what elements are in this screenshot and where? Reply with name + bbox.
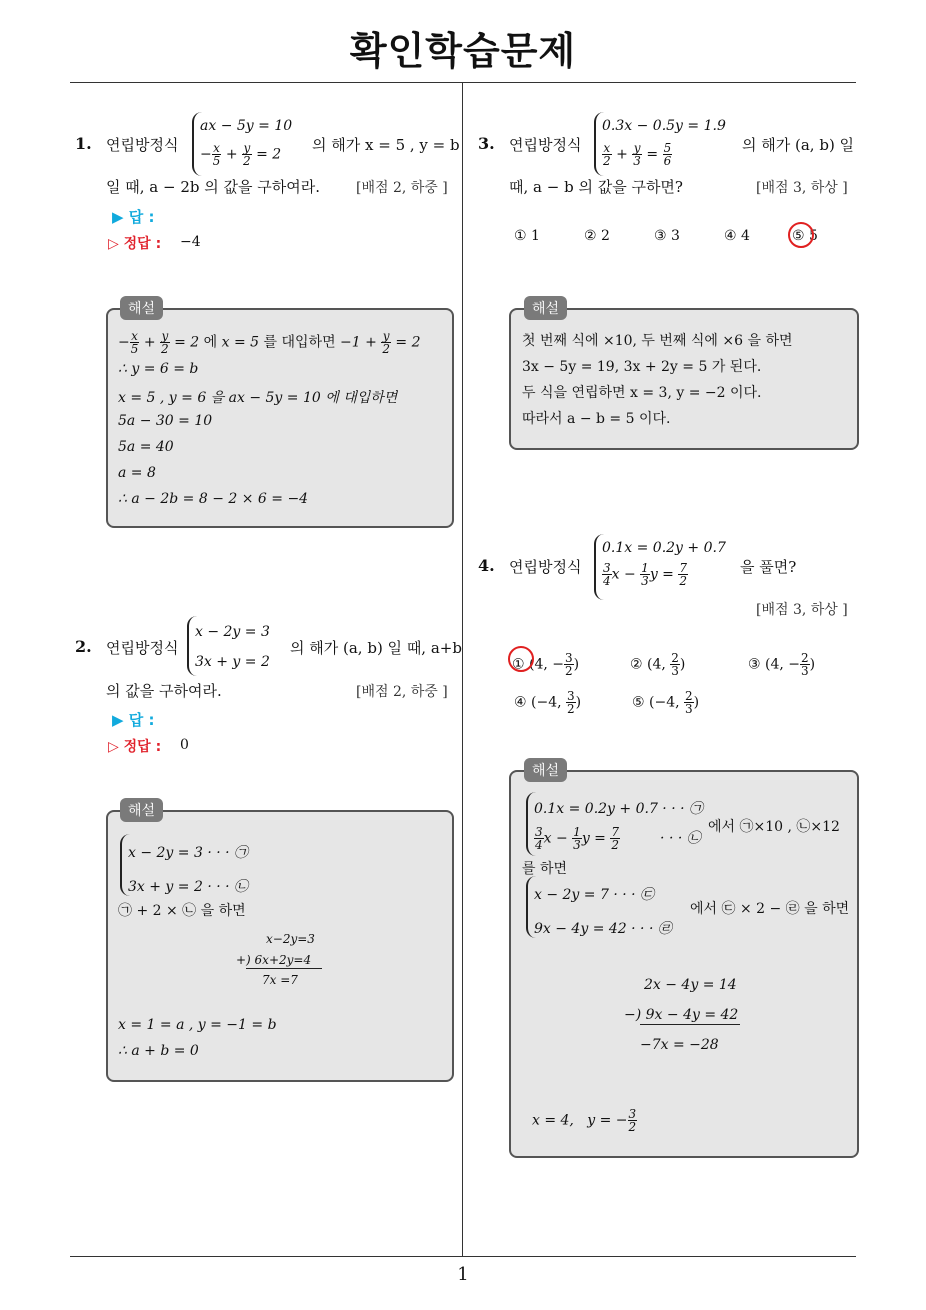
equation-system: [594, 534, 726, 600]
question-intro: 연립방정식: [106, 136, 179, 154]
score-meta: [배점 3, 하상 ]: [756, 180, 848, 196]
calc-underline: [640, 1024, 740, 1025]
question-intro: 연립방정식: [509, 558, 582, 576]
score-meta: [배점 2, 하중 ]: [356, 684, 448, 700]
solution-line: 3x − 5y = 19, 3x + 2y = 5 가 된다.: [522, 359, 762, 375]
equation-system: [594, 112, 726, 176]
choice-option[interactable]: ④ 4: [724, 228, 750, 244]
question-number: 3.: [478, 134, 495, 153]
question-number: 2.: [75, 637, 92, 656]
equation: 3x + y = 2: [195, 654, 270, 670]
question-number: 1.: [75, 134, 92, 153]
choice-option[interactable]: ② 2: [584, 228, 610, 244]
equation: 0.3x − 0.5y = 1.9: [602, 118, 726, 134]
question-condition: 의 해가 (a, b) 일 때, a+b: [290, 639, 462, 657]
choice-option[interactable]: ③ (4, − $\frac{2}{3}$ ): [748, 651, 816, 678]
solution-tag: 해설: [120, 296, 163, 320]
solution-line: x = 5 , y = 6 을 ax − 5y = 10 에 대입하면: [118, 390, 398, 406]
calc-line: 2x − 4y = 14: [644, 977, 737, 993]
equation: $\frac{3}{4}$ x − $\frac{1}{3}$ y = $\frac{7}{2}$ · · · ㉡: [535, 825, 701, 852]
solution-line: 5a − 30 = 10: [118, 413, 213, 429]
equation-system: [192, 112, 292, 176]
selected-answer-mark: [508, 646, 534, 672]
solution-note: 에서 ㉠×10 , ㉡×12: [708, 819, 840, 835]
correct-answer-value: −4: [180, 234, 201, 250]
solution-step: ㉠ + 2 × ㉡ 을 하면: [118, 903, 246, 919]
solution-line: 첫 번째 식에 ×10, 두 번째 식에 ×6 을 하면: [522, 333, 793, 349]
choice-option[interactable]: ② (4, $\frac{2}{3}$ ): [630, 651, 686, 678]
equation-system: [526, 792, 703, 856]
solution-line: ∴ a + b = 0: [118, 1043, 199, 1059]
answer-label: ▶ 답 :: [112, 711, 155, 729]
calc-line: +) 6x+2y=4: [236, 953, 312, 967]
equation: $\frac{3}{4}$ x − $\frac{1}{3}$ y = $\frac{7}{2}$: [603, 561, 687, 588]
solution-line: a = 8: [118, 465, 156, 481]
equation: 9x − 4y = 42 · · · ㉣: [534, 921, 672, 937]
score-meta: [배점 3, 하상 ]: [756, 602, 848, 618]
choice-option[interactable]: ⑤ (−4, $\frac{2}{3}$ ): [632, 689, 700, 716]
solution-line: 따라서 a − b = 5 이다.: [522, 411, 671, 427]
equation: x − 2y = 7 · · · ㉢: [534, 887, 655, 903]
correct-answer-label: ▷ 정답 :: [108, 739, 162, 755]
choice-option-selected[interactable]: ⑤ 5: [792, 228, 818, 244]
question-number: 4.: [478, 556, 495, 575]
equation: 0.1x = 0.2y + 0.7: [602, 540, 726, 556]
page-title: 확인학습문제: [349, 29, 577, 73]
correct-answer-value: 0: [180, 737, 189, 753]
solution-tag: 해설: [120, 798, 163, 822]
page-number: 1: [457, 1264, 469, 1285]
solution-line: 두 식을 연립하면 x = 3, y = −2 이다.: [522, 385, 762, 401]
score-meta: [배점 2, 하중 ]: [356, 180, 448, 196]
solution-line: x = 1 = a , y = −1 = b: [118, 1017, 277, 1033]
calc-underline: [246, 968, 322, 969]
choice-option[interactable]: ① 1: [514, 228, 540, 244]
equation: x − 2y = 3 · · · ㉠: [128, 845, 249, 861]
equation: 0.1x = 0.2y + 0.7 · · · ㉠: [534, 801, 704, 817]
equation: − $\frac{x}{5}$ + $\frac{y}{2}$ = 2: [200, 141, 282, 168]
equation: 3x + y = 2 · · · ㉡: [128, 879, 249, 895]
calc-line: 7x =7: [262, 973, 298, 987]
solution-tag: 해설: [524, 296, 567, 320]
question-text: 의 값을 구하여라.: [106, 682, 222, 700]
question-intro: 연립방정식: [509, 136, 582, 154]
choice-option-selected[interactable]: ① (4, − $\frac{3}{2}$ ): [512, 651, 580, 678]
equation: x − 2y = 3: [195, 624, 270, 640]
solution-line: ∴ y = 6 = b: [118, 361, 199, 377]
choice-option[interactable]: ④ (−4, $\frac{3}{2}$ ): [514, 689, 582, 716]
calc-line: −) 9x − 4y = 42: [624, 1007, 739, 1023]
choice-option[interactable]: ③ 3: [654, 228, 680, 244]
question-condition: 의 해가 x = 5 , y = b: [312, 136, 460, 154]
question-text: 일 때, a − 2b 의 값을 구하여라.: [106, 178, 320, 196]
calc-line: x−2y=3: [266, 932, 315, 946]
header-divider: [70, 82, 856, 83]
selected-answer-mark: [788, 222, 814, 248]
question-text: 때, a − b 의 값을 구하면?: [509, 178, 683, 196]
solution-line: − $\frac{x}{5}$ + $\frac{y}{2}$ = 2 에 x = 5 를 대입하면 −1 + $\frac{y}{2}$ = 2: [118, 329, 421, 356]
solution-note: 를 하면: [522, 861, 568, 877]
equation-system: [120, 834, 248, 896]
question-intro: 연립방정식: [106, 639, 179, 657]
correct-answer-label: ▷ 정답 :: [108, 236, 162, 252]
equation: $\frac{x}{2}$ + $\frac{y}{3}$ = $\frac{5}{6}$: [603, 141, 672, 168]
answer-label: ▶ 답 :: [112, 208, 155, 226]
solution-tag: 해설: [524, 758, 567, 782]
solution-result: x = 4, y = − $\frac{3}{2}$: [532, 1107, 637, 1134]
solution-line: ∴ a − 2b = 8 − 2 × 6 = −4: [118, 491, 309, 507]
calc-line: −7x = −28: [640, 1037, 719, 1053]
solution-note: 에서 ㉢ × 2 − ㉣ 을 하면: [690, 901, 850, 917]
question-condition: 을 풀면?: [740, 558, 797, 576]
equation-system: [526, 876, 672, 938]
column-divider: [462, 83, 463, 1257]
equation: ax − 5y = 10: [200, 118, 293, 134]
footer-divider: [70, 1256, 856, 1257]
equation-system: [187, 616, 270, 676]
question-condition: 의 해가 (a, b) 일: [742, 136, 855, 154]
solution-line: 5a = 40: [118, 439, 174, 455]
